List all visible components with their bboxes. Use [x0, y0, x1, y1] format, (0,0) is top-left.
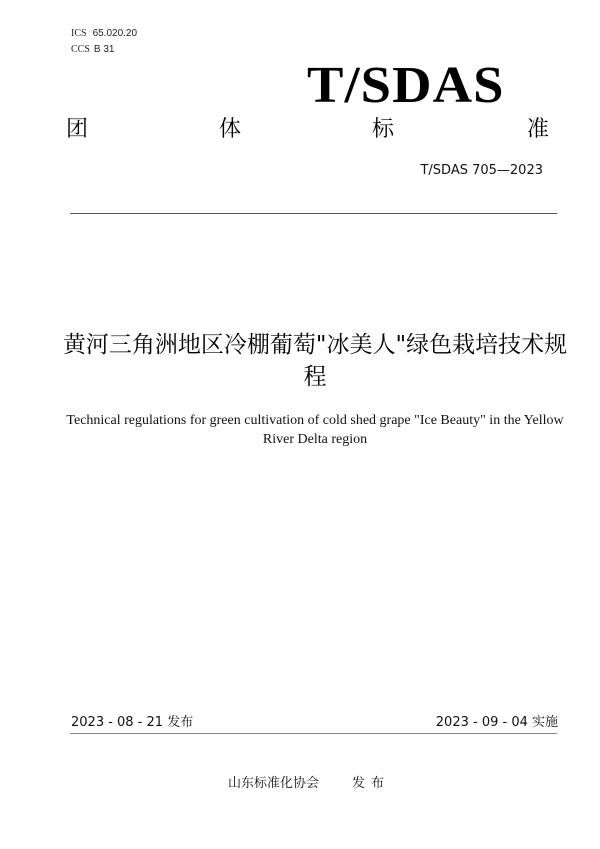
- ccs-label: CCS: [71, 44, 90, 55]
- ics-value: 65.020.20: [92, 28, 138, 39]
- implementation-date: 2023 - 09 - 04 实施: [435, 715, 558, 730]
- publisher-name: 山东标准化协会: [228, 776, 320, 791]
- bottom-divider: [70, 733, 557, 734]
- group-standard-char-2: 体: [219, 117, 242, 142]
- issue-date: 2023 - 08 - 21 发布: [71, 715, 194, 730]
- group-standard-char-3: 标: [372, 117, 395, 142]
- publish-label: 发布: [352, 776, 391, 791]
- document-title-english: Technical regulations for green cultivation of cold shed grape "Ice Beauty" in the Yellow River Delta region: [66, 413, 564, 447]
- standard-number: T/SDAS 705—2023: [420, 163, 543, 178]
- group-standard-char-1: 团: [66, 117, 89, 142]
- ics-code: [71, 28, 137, 40]
- top-divider: [70, 213, 557, 214]
- document-title-chinese: 黄河三角洲地区冷棚葡萄"冰美人"绿色栽培技术规程: [62, 332, 568, 390]
- ccs-code: [71, 44, 114, 56]
- brand-logo-text: T/SDAS: [307, 57, 505, 114]
- group-standard-char-4: 准: [527, 117, 550, 142]
- ics-label: ICS: [71, 28, 87, 39]
- ccs-value: B 31: [93, 44, 115, 55]
